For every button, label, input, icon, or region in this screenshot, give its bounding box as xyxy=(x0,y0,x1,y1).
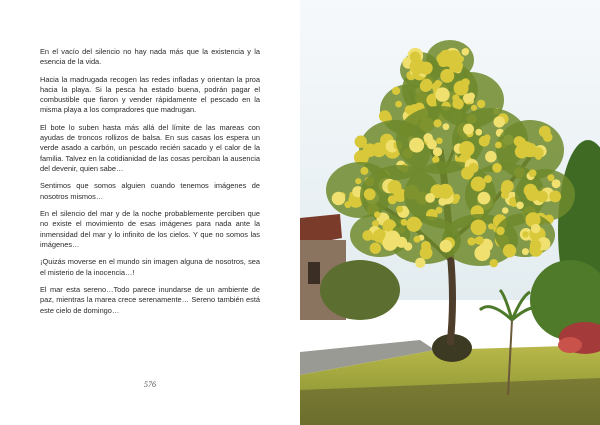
yellow-blossom xyxy=(392,87,400,95)
yellow-blossom xyxy=(436,138,443,145)
yellow-blossom xyxy=(516,202,524,210)
yellow-blossom xyxy=(529,169,537,177)
yellow-blossom xyxy=(474,245,490,261)
yellow-blossom xyxy=(490,259,498,267)
yellow-blossom xyxy=(425,193,435,203)
yellow-blossom xyxy=(478,192,491,205)
yellow-blossom xyxy=(492,163,502,173)
yellow-blossom xyxy=(423,244,431,252)
yellow-blossom xyxy=(374,211,380,217)
yellow-blossom xyxy=(396,206,403,213)
yellow-blossom xyxy=(388,180,402,194)
paragraph: ¡Quizás moverse en el mundo sin imagen alguna de nosotros, sea el misterio de la inocencia…! xyxy=(40,257,260,277)
body-text xyxy=(40,47,260,323)
yellow-blossom xyxy=(488,223,494,229)
yellow-blossom xyxy=(463,124,474,135)
yellow-blossom xyxy=(453,194,460,201)
yellow-blossom xyxy=(522,248,529,255)
yellow-blossom xyxy=(420,80,432,92)
yellow-blossom xyxy=(503,244,516,257)
yellow-blossom xyxy=(496,227,505,236)
yellow-blossom xyxy=(459,141,475,157)
yellow-blossom xyxy=(395,101,402,108)
house-window xyxy=(308,262,320,284)
paragraph: El bote lo suben hasta más allá del límite de las mareas con ayudas de troncos rollizos de balsa. En sus casas los espera un verde asado a carbón, un pescado recién sacado y el calor de la familia. Talvez en la cotidianidad de las cosas perciban la ausencia del devenir, quien sabe… xyxy=(40,123,260,173)
yellow-blossom xyxy=(443,123,450,130)
yellow-blossom xyxy=(379,110,391,122)
yellow-blossom xyxy=(531,224,541,234)
yellow-blossom xyxy=(332,192,346,206)
yellow-blossom xyxy=(436,207,443,214)
yellow-blossom xyxy=(401,219,408,226)
yellow-blossom xyxy=(485,151,497,163)
yellow-blossom xyxy=(501,191,509,199)
yellow-blossom xyxy=(526,187,540,201)
yellow-blossom xyxy=(360,167,368,175)
yellow-blossom xyxy=(462,48,469,55)
yellow-blossom xyxy=(471,220,487,236)
yellow-blossom xyxy=(414,236,421,243)
yellow-blossom xyxy=(344,201,351,208)
yellow-blossom xyxy=(415,258,425,268)
yellow-blossom xyxy=(475,236,484,245)
yellow-blossom xyxy=(434,119,442,127)
photo-page xyxy=(300,0,600,425)
yellow-blossom xyxy=(396,237,407,248)
yellow-blossom xyxy=(484,134,491,141)
yellow-blossom xyxy=(446,50,461,65)
yellow-blossom xyxy=(469,163,479,173)
yellow-blossom xyxy=(364,188,376,200)
yellow-blossom xyxy=(372,142,387,157)
paragraph: El mar esta sereno…Todo parece inundarse de un ambiente de paz, mientras la marea crece serenamente… Sereno también está este cielo de domingo… xyxy=(40,285,260,315)
background-tree xyxy=(320,260,400,320)
yellow-blossom xyxy=(495,142,502,149)
yellow-blossom xyxy=(502,207,509,214)
yellow-blossom xyxy=(471,177,486,192)
yellow-blossom xyxy=(475,129,482,136)
yellow-blossom xyxy=(435,87,449,101)
yellow-blossom xyxy=(515,145,529,159)
yellow-blossom xyxy=(552,179,561,188)
paragraph: En el vacío del silencio no hay nada más que la existencia y la esencia de la vida. xyxy=(40,47,260,67)
yellow-blossom xyxy=(355,178,361,184)
yellow-blossom xyxy=(454,81,469,96)
yellow-blossom xyxy=(477,100,485,108)
yellow-blossom xyxy=(423,133,432,142)
yellow-blossom xyxy=(452,94,459,101)
yellow-blossom xyxy=(440,240,453,253)
yellow-blossom xyxy=(355,136,367,148)
paragraph: Sentimos que somos alguien cuando tenemos imágenes de nosotros mismos… xyxy=(40,181,260,201)
yellow-blossom xyxy=(467,237,475,245)
yellow-blossom xyxy=(522,231,528,237)
flowering-tree-photo xyxy=(300,0,600,425)
yellow-blossom xyxy=(433,147,442,156)
yellow-blossom xyxy=(420,62,433,75)
yellow-blossom xyxy=(530,240,541,251)
yellow-blossom xyxy=(406,217,421,232)
red-shrub xyxy=(558,337,582,353)
yellow-blossom xyxy=(362,230,373,241)
yellow-blossom xyxy=(494,116,505,127)
yellow-blossom xyxy=(514,136,525,147)
yellow-blossom xyxy=(410,52,421,63)
paragraph: Hacia la madrugada recogen las redes infladas y orientan la proa hacia la playa. Si la pesca ha estado buena, podrán pagar el combustible que fiaron y vender rápidamente el pescado en la misma playa a los compradores que madrugan. xyxy=(40,74,260,115)
yellow-blossom xyxy=(438,184,453,199)
yellow-blossom xyxy=(409,138,424,153)
yellow-blossom xyxy=(370,243,381,254)
yellow-blossom xyxy=(535,153,542,160)
page-number: 576 xyxy=(144,380,156,389)
yellow-blossom xyxy=(549,191,561,203)
yellow-blossom xyxy=(471,105,477,111)
yellow-blossom xyxy=(388,195,397,204)
paragraph: En el silencio del mar y de la noche probablemente perciben que no existe el movimiento de esas imágenes para nada ante la inmensidad del mar y lo infinito de los cielos. Y que no somos las imágenes… xyxy=(40,209,260,249)
yellow-blossom xyxy=(543,132,553,142)
